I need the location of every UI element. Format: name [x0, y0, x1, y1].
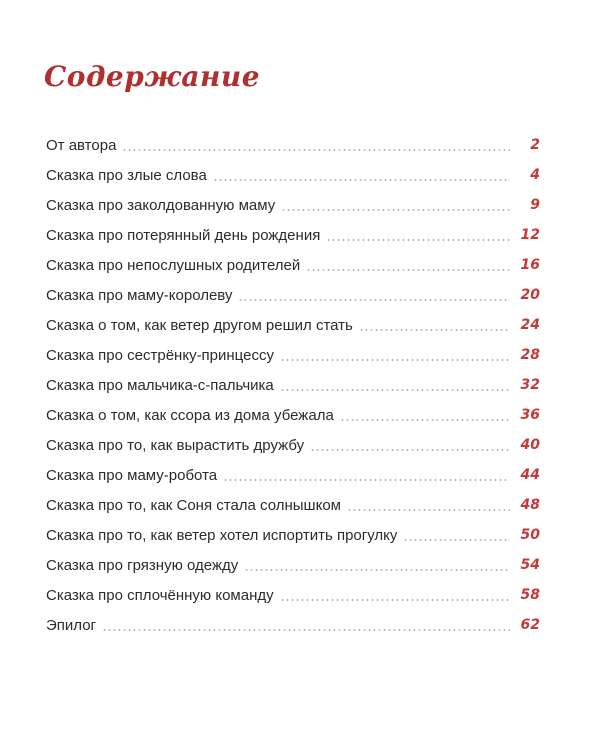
dot-leader	[213, 179, 510, 181]
toc-entry-page-number: 48	[520, 497, 540, 513]
dot-leader	[347, 509, 510, 511]
toc-entry-sonya-sunshine[interactable]	[46, 487, 540, 517]
toc-entry-page-number: 20	[520, 287, 540, 303]
toc-entry-page-number: 12	[520, 227, 540, 243]
page-title: Содержание	[44, 60, 261, 93]
dot-leader	[359, 329, 510, 331]
toc-entry-queen-mom[interactable]	[46, 277, 540, 307]
dot-leader	[238, 299, 510, 301]
dot-leader	[326, 239, 510, 241]
toc-entry-page-number: 54	[520, 557, 540, 573]
toc-entry-label: От автора	[46, 137, 117, 154]
toc-entry-lost-birthday[interactable]	[46, 217, 540, 247]
toc-entry-princess-sister[interactable]	[46, 337, 540, 367]
dot-leader	[281, 209, 510, 211]
toc-entry-page-number: 2	[530, 137, 540, 153]
dot-leader	[310, 449, 510, 451]
toc-entry-page-number: 16	[520, 257, 540, 273]
toc-entry-page-number: 44	[520, 467, 540, 483]
toc-entry-author[interactable]	[46, 127, 540, 157]
dot-leader	[102, 629, 510, 631]
dot-leader	[340, 419, 510, 421]
dot-leader	[306, 269, 510, 271]
toc-entry-page-number: 58	[520, 587, 540, 603]
dot-leader	[244, 569, 510, 571]
toc-entry-page-number: 32	[520, 377, 540, 393]
toc-entry-label: Сказка про грязную одежду	[46, 557, 239, 574]
dot-leader	[122, 149, 510, 151]
toc-entry-naughty-parents[interactable]	[46, 247, 540, 277]
toc-entry-enchanted-mom[interactable]	[46, 187, 540, 217]
toc-entry-page-number: 4	[530, 167, 540, 183]
toc-entry-page-number: 24	[520, 317, 540, 333]
toc-entry-label: Сказка про маму-робота	[46, 467, 218, 484]
toc-entry-page-number: 9	[530, 197, 540, 213]
toc-entry-page-number: 62	[520, 617, 540, 633]
toc-entry-label: Сказка про непослушных родителей	[46, 257, 301, 274]
toc-entry-page-number: 28	[520, 347, 540, 363]
toc-entry-label: Сказка про потерянный день рождения	[46, 227, 321, 244]
toc-entry-evil-words[interactable]	[46, 157, 540, 187]
toc-entry-united-team[interactable]	[46, 577, 540, 607]
toc-entry-wind-walk[interactable]	[46, 517, 540, 547]
toc-entry-epilogue[interactable]	[46, 607, 540, 637]
toc-entry-label: Сказка про то, как вырастить дружбу	[46, 437, 305, 454]
toc-entry-dirty-clothes[interactable]	[46, 547, 540, 577]
toc-entry-label: Сказка про сестрёнку-принцессу	[46, 347, 274, 364]
toc-entry-grow-friendship[interactable]	[46, 427, 540, 457]
table-of-contents	[46, 127, 540, 637]
toc-entry-label: Сказка о том, как ссора из дома убежала	[46, 407, 334, 424]
toc-entry-quarrel-ran-away[interactable]	[46, 397, 540, 427]
dot-leader	[280, 389, 510, 391]
toc-entry-label: Эпилог	[46, 617, 97, 634]
dot-leader	[280, 359, 510, 361]
toc-entry-label: Сказка про сплочённую команду	[46, 587, 274, 604]
toc-entry-label: Сказка про маму-королеву	[46, 287, 233, 304]
toc-entry-robot-mom[interactable]	[46, 457, 540, 487]
toc-entry-page-number: 50	[520, 527, 540, 543]
toc-entry-page-number: 40	[520, 437, 540, 453]
toc-entry-label: Сказка про заколдованную маму	[46, 197, 276, 214]
toc-entry-label: Сказка про мальчика-с-пальчика	[46, 377, 274, 394]
toc-entry-label: Сказка про злые слова	[46, 167, 207, 184]
toc-entry-wind-friend[interactable]	[46, 307, 540, 337]
toc-entry-label: Сказка про то, как Соня стала солнышком	[46, 497, 341, 514]
toc-entry-tom-thumb[interactable]	[46, 367, 540, 397]
toc-entry-label: Сказка о том, как ветер другом решил стать	[46, 317, 353, 334]
dot-leader	[403, 539, 510, 541]
dot-leader	[223, 479, 510, 481]
toc-entry-page-number: 36	[520, 407, 540, 423]
toc-entry-label: Сказка про то, как ветер хотел испортить прогулку	[46, 527, 398, 544]
dot-leader	[280, 599, 510, 601]
